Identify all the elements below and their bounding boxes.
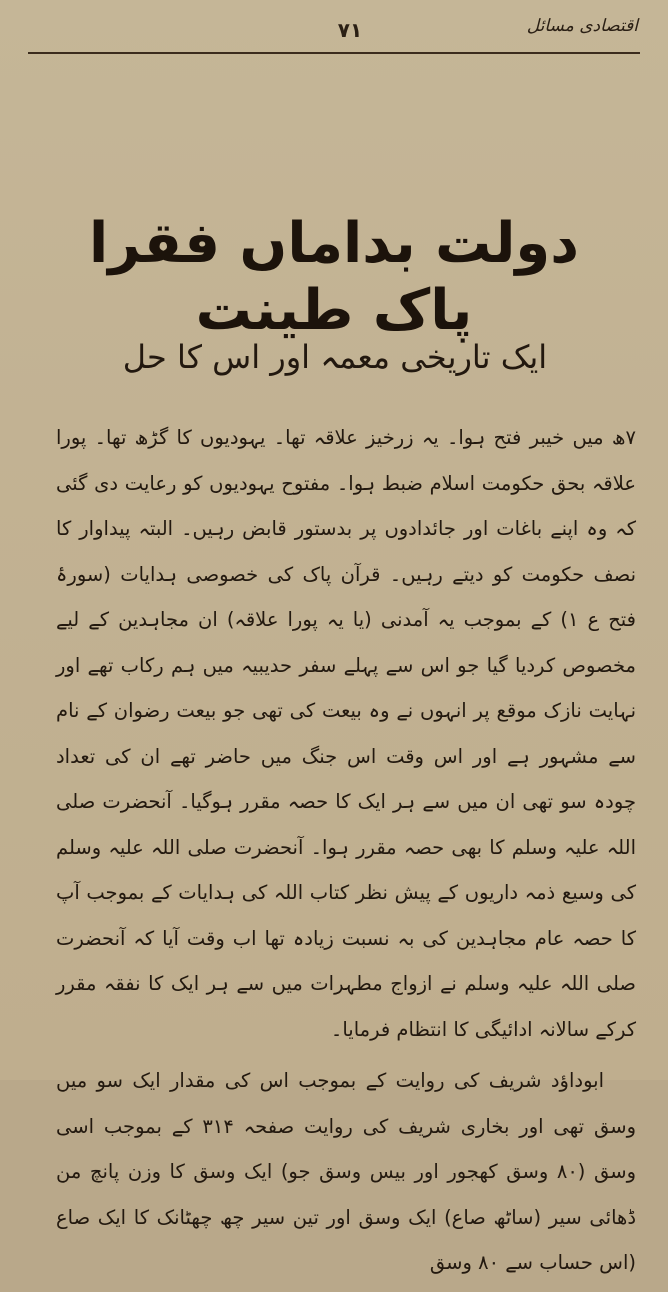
- article-subtitle: ایک تاریخی معمہ اور اس کا حل: [122, 338, 548, 376]
- header-rule: [28, 52, 640, 54]
- article-body: [56, 415, 636, 1292]
- running-header: [40, 10, 638, 54]
- section-title: اقتصادی مسائل: [526, 16, 638, 36]
- article-title: دولت بداماں فقرا پاک طینت: [89, 211, 579, 344]
- paragraph-1: ۷ھ میں خیبر فتح ہوا۔ یہ زرخیز علاقہ تھا۔ یہودیوں کا گڑھ تھا۔ پورا علاقہ بحق حکومت اسلام ضبط ہوا۔ مفتوح یہودیوں کو رعایت دی گئی کہ وہ اپنے باغات اور جائدادوں پر بدستور قابض رہیں۔ البتہ پیداوار کا نصف حکومت کو دیتے رہیں۔ قرآن پاک کی خصوصی ہدایات (سورۂ فتح ع ۱) کے بموجب یہ آمدنی (یا یہ پورا علاقہ) ان مجاہدین کے لیے مخصوص کردیا گیا جو اس سے پہلے سفر حدیبیہ میں ہم رکاب تھے اور نہایت نازک موقع پر انہوں نے وہ بیعت کی تھی جو بیعت رضوان کے نام سے مشہور ہے اور اس وقت اس جنگ میں حاضر تھے ان کی تعداد چودہ سو تھی ان میں سے ہر ایک کا حصہ مقرر ہوگیا۔ آنحضرت صلی اللہ علیہ وسلم کا بھی حصہ مقرر ہوا۔ آنحضرت صلی اللہ علیہ وسلم کی وسیع ذمہ داریوں کے پیش نظر کتاب اللہ کی ہدایات کے بموجب آپ کا حصہ عام مجاہدین کی بہ نسبت زیادہ تھا اب وقت آیا کہ آنحضرت صلی اللہ علیہ وسلم نے ازواج مطہرات میں سے ہر ایک کا نفقہ مقرر کرکے سالانہ ادائیگی کا انتظام فرمایا۔: [56, 426, 637, 1041]
- page-number: ٧١: [337, 18, 363, 42]
- paragraph-2: ابوداؤد شریف کی روایت کے بموجب اس کی مقدار ایک سو میں وسق تھی اور بخاری شریف کی روایت صفحہ ۳۱۴ کے بموجب اسی وسق (۸۰ وسق کھجور اور بیس وسق جو) ایک وسق کا وزن پانچ من ڈھائی سیر (ساٹھ صاع) ایک وسق اور تین سیر چھ چھٹانک کا ایک صاع (اس حساب سے ۸۰ وسق: [56, 1069, 637, 1274]
